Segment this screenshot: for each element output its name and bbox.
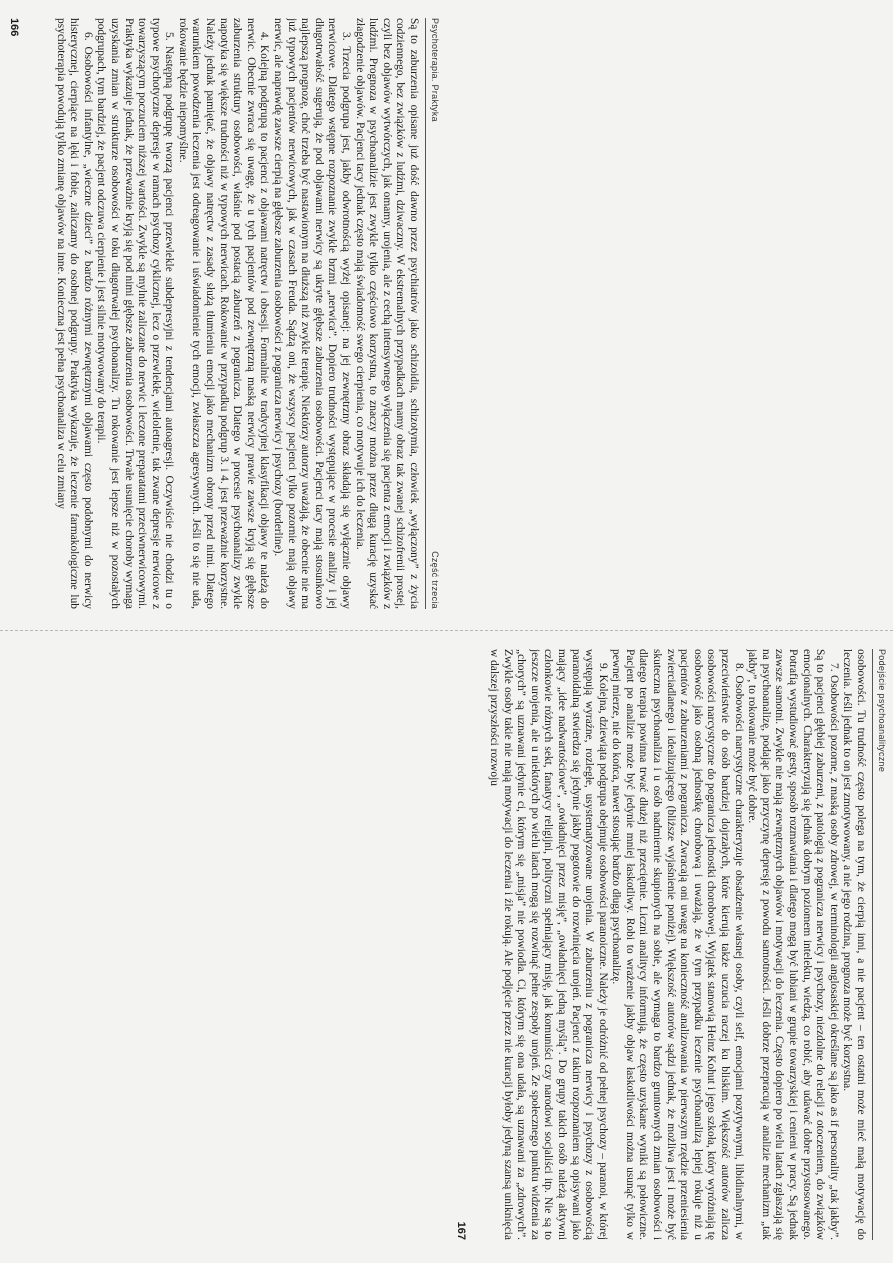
page-167 bbox=[447, 631, 893, 1262]
paragraph: 7. Osobowości pozorne, z maską osoby zdrowej, w terminologii anglosaskiej określane są jako as if personality „tak jakby”. Są to pacjenci głębiej zaburzeni, z patologią z pogranicza nerwicy i psychozy, niezdolne do relacji z otoczeniem, do związków emocjonalnych. Charakteryzują się jednak dobrym poziomem intelektu, wiedzą, co robić, aby udawać dobre przystosowanego. Potrafią wystudiować gesty, sposób rozmawiania i dlatego mogą być lubiani w grupie towarzyskiej i cenieni w pracy. Są jednak zawsze samotni. Zwykle nie mają zewnętrznych objawów i motywacji do leczenia. Często dopiero po wielu latach zgłaszają się na psychoanalizę, podając jako przyczynę depresję z powodu samotności. Jeśli dobrze przepracują w analizie mechanizm „tak jakby”, to rokowanie może być dobre. bbox=[746, 649, 840, 1240]
paragraph: Są to zaburzenia opisane już dość dawno przez psychiatrów jako schizoidia, schizotymia, człowiek „wyłączony” z życia codziennego, bez związków z ludźmi, dziwaczny. W ekstremalnych przypadkach mamy obraz tak zwanej schizofrenii prostej, czyli bez objawów wytwórczych, jak omamy, urojenia, ale z cechą intensywnego wyłączenia się pacjenta z emocji i związków z ludźmi. Prognoza w psychoanalizie jest zwykle tylko częściowo korzystna, to znaczy można przez długą kurację uzyskać złagodzenie objawów. Pacjenci tacy jednak często mają świadomość swego cierpienia, co motywuje ich do leczenia. bbox=[353, 18, 420, 609]
page-166 bbox=[0, 0, 446, 631]
page-number: 166 bbox=[8, 18, 20, 37]
paragraph: 5. Następną podgrupę tworzą pacjenci przewlekle subdepresyjni z tendencjami autoagresji. Oczywiście nie chodzi tu o typowe psychotyczne depresje w ramach psychozy cyklicznej, lecz o przewlekłe, wieloletnie, tak zwane depresje nerwicowe z towarzyszącym poczuciem niższej wartości. Zwykle są mylnie zaliczane do nerwic i leczone preparatami przeciwnerwicowymi. Praktyka wykazuje jednak, że przeważnie kryją się pod nimi głębsze zaburzenia osobowości. Trwałe usunięcie choroby wymaga uzyskania zmian w strukturze osobowości w toku długotrwałej psychoanalizy. Tu rokowanie jest lepsze niż w pozostałych podgrupach, tym bardziej, że pacjent odczuwa cierpienie i jest silnie motywowany do terapii. bbox=[95, 18, 176, 609]
running-head bbox=[873, 649, 887, 1240]
paragraph: osobowości. Tu trudność często polega na tym, że cierpią inni, a nie pacjent – ten ostatni może mieć małą motywację do leczenia. Jeśli jednak to on jest zmotywowany, a nie jego rodzina, prognoza może być korzystna. bbox=[841, 649, 867, 1240]
page-number: 167 bbox=[455, 1221, 467, 1240]
running-head-part: Część trzecia bbox=[430, 551, 440, 609]
page-body bbox=[30, 18, 420, 609]
running-head-title: Psychoterapia. Praktyka bbox=[430, 18, 440, 122]
page-body bbox=[477, 649, 867, 1240]
paragraph: 4. Kolejną podgrupą to pacjenci z objawami natręctw i obsesji. Formalnie w tradycyjnej klasyfikacji objawy te należą do nerwic. Obecnie zwraca się uwagę, że u tych pacjentów pod zewnętrzną maską nerwicy prawie zawsze kryją się głębsze zaburzenia struktury osobowości, właśnie pod postacią zaburzeń z pogranicza. Dlatego w procesie psychoanalizy zwykle napotyka się większe trudności niż w typowych nerwicach. Rokowanie w przypadku podgrup 3. i 4. jest przeważnie korzystne. Należy jednak pamiętać, że objawy natręctw z zasady służą tłumieniu emocji jako mechanizm obrony przed nimi. Dlatego warunkiem powodzenia leczenia jest odreagowanie i uświadomienie tych emocji, zwłaszcza agresywnych. Jeśli to się nie uda, rokowanie będzie niepomyślne. bbox=[176, 18, 271, 609]
paragraph: 9. Kolejna, dziewiąta podgrupa obejmuje osobowości paranoiczne. Należy je odróżnić od pełnej psychozy – paranoi, w której występują wyraźne, rozległe, usystematyzowane urojenia. W zaburzeniu z pogranicza nerwicy i psychozy z osobowością paranoidalną stwierdza się jedynie jakby pogotowie do rozwinięcia urojeń. Pacjenci z takim rozpoznaniem są opisywani jako mający „idee nadwartościowe”, „owładnięci przez misję”, „owładnięci jedną myślą”. Do grupy takich osób należą aktywni członkowie różnych sekt, fanatycy religijni, polityczni spełniający misję, jak komuniści czy narodowi socjaliści itp. Nie są to jeszcze urojenia, ale u niektórych po wielu latach mogą się rozwinąć pełne zespoły urojeń. Ze społecznego punktu widzenia za „chorych” są uznawani jedynie ci, którym się „misja” nie powiodła. Ci, którym się ona udała, są uznawani za „zdrowych”. Zwykle osoby takie nie mają motywacji do leczenia i źle rokują. Ale podjęcie przez nie kuracji byłoby jedyną szansą uniknięcia w dalszej przyszłości rozwoju bbox=[487, 649, 609, 1240]
paragraph: 8. Osobowości narcystyczne charakteryzuje obsadzenie własnej osoby, czyli self, emocjami pozytywnymi, libidinalnymi, w przeciwieństwie do osób bardziej dojrzałych, które kierują także uczucia raczej ku bliskim. Większość autorów zalicza osobowości narcystyczne do pogranicza jednostki chorobowej. Wyjątek stanowią Heinz Kohut i jego szkoła, który wyróżniają tę osobowość jako osobną jednostkę chorobową i uważają, że w tym przypadku leczenie psychoanalizą lepiej rokuje niż u pacjentów z zaburzeniami z pogranicza. Zwracają oni uwagę na konieczność analizowania w pierwszym rzędzie przeniesienia zwierciadlanego i idealizującego (bliższe wyjaśnienie poniżej). Większość autorów sądzi jednak, że możliwa jest i może być skuteczna psychoanaliza i u osób nadmiernie skupionych na sobie, ale wymaga to bardzo gruntownych zmian osobowości i dlatego terapia powinna trwać dłużej niż przeciętnie. Liczni analitycy informują, że często uzyskane wyniki są połowiczne. Pacjent po analizie może być jedynie mniej łaskotliwy. Robi to wrażenie jakby objaw łaskotliwości można usunąć tylko w pewnej mierze, nie do końca, nawet stosując bardzo długą psychoanalizę. bbox=[610, 649, 745, 1240]
running-head-title: Podejście psychoanalityczne bbox=[877, 649, 887, 773]
paragraph: 6. Osobowości infantylne, „wieczne dzieci” z bardzo różnymi zewnętrznymi objawami często podobnymi do nerwicy histerycznej, cierpiące na lęki i fobie, zaliczamy do osobnej podgrupy. Praktyka wykazuje, że leczenie farmakologiczne lub psychoterapia powodują tylko zmianę objawów na inne. Konieczna jest pełna psychoanaliza w celu zmiany bbox=[54, 18, 94, 609]
running-head bbox=[426, 18, 440, 609]
paragraph: 3. Trzecia podgrupa jest, jakby odwrotnością wyżej opisanej: na jej zewnętrzny obraz składają się wyłącznie objawy nerwicowe. Dlatego wstępne rozpoznanie zwykle brzmi „nerwica”. Dopiero trudności występujące w procesie analizy i jej długotrwałość sugerują, że pod objawami nerwicy są ukryte głębsze zaburzenia osobowości. Pacjenci tacy mają stosunkowo najlepszą prognozę, choć trzeba być nastawionym na dłuższą niż zwykle terapię. Niektórzy autorzy uważają, że obecnie nie ma już typowych pacjentów nerwicowych, jak w czasach Freuda. Sądzą oni, że wszyscy pacjenci tylko pozornie mają objawy nerwic, ale naprawdę zawsze cierpią na głębsze zaburzenia osobowości z pogranicza nerwicy i psychozy (borderline). bbox=[272, 18, 353, 609]
header-rule bbox=[425, 18, 426, 609]
header-rule bbox=[872, 649, 873, 1240]
